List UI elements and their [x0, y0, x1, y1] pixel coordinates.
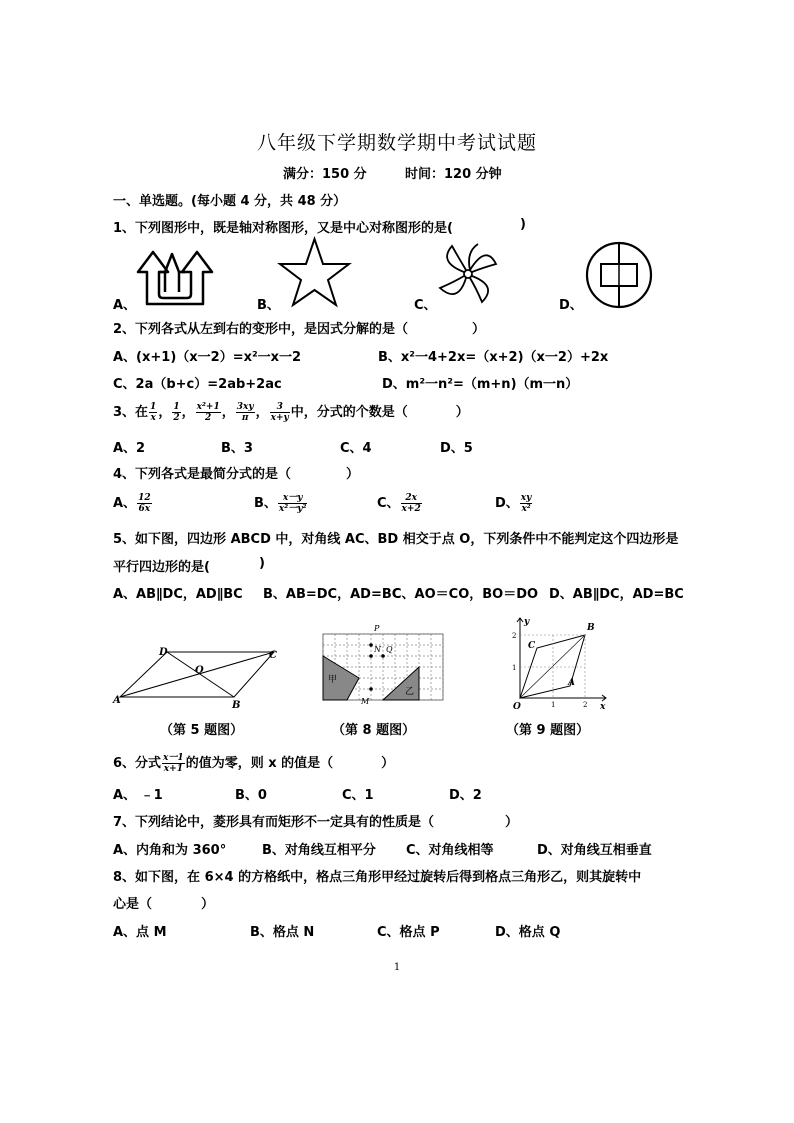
- q7-option-b: B、对角线互相平分: [262, 843, 376, 858]
- fig8-label-m: M: [361, 697, 370, 706]
- q7-bracket: ）: [505, 815, 519, 830]
- q3-suffix: 中，分式的个数是（: [290, 405, 408, 420]
- q6-option-b: B、0: [235, 788, 267, 803]
- q1-figure-b-star: [277, 236, 352, 308]
- section-heading: 一、单选题。(每小题 4 分，共 48 分）: [113, 194, 347, 209]
- q7-option-a: A、内角和为 360°: [113, 843, 227, 858]
- q2-bracket: ）: [472, 322, 486, 337]
- q1-option-b: B、: [257, 298, 280, 313]
- fig9-tick-x2: 2: [583, 701, 588, 709]
- q2-text: 2、下列各式从左到右的变形中，是因式分解的是（: [113, 322, 409, 337]
- q3-frac-5: $\frac{3}{x+y}$: [270, 402, 289, 423]
- fig9-label-c: C: [528, 641, 536, 651]
- q7-text: 7、下列结论中，菱形具有而矩形不一定具有的性质是（: [113, 815, 435, 830]
- q2-option-d: D、m²一n²=（m+n)（m一n）: [382, 377, 579, 392]
- q8-line2: 心是（: [113, 897, 153, 912]
- q3-frac-2: $\frac{1}{2}$: [173, 402, 180, 423]
- score-line: 满分：150 分: [283, 167, 367, 182]
- q6-line: 6、分式 $\frac{\text{x一1}}{x+1}$ 的值为零，则 x 的值是（ ）: [113, 753, 395, 774]
- fig5-label-a: A: [113, 695, 121, 706]
- q3-prefix: 3、在: [113, 405, 149, 420]
- q4-bracket: ）: [346, 467, 360, 482]
- fig5-label-o: O: [195, 665, 204, 676]
- q4-option-b: B、 $\frac{\text{x一y}}{\text{x²一y²}}$: [254, 493, 307, 514]
- q3-frac-3: $\frac{\text{x²+1}}{2}$: [196, 402, 220, 423]
- q8-bracket: ）: [201, 897, 215, 912]
- q8-option-c: C、格点 P: [377, 925, 440, 940]
- q1-figure-c-petals: [432, 240, 504, 308]
- q6-frac: $\frac{\text{x一1}}{x+1}$: [163, 753, 184, 774]
- q8-option-b: B、格点 N: [250, 925, 315, 940]
- q2-option-b: B、x²一4+2x=（x+2)（x一2）+2x: [378, 350, 609, 365]
- q8-option-a: A、点 M: [113, 925, 167, 940]
- page-number: 1: [393, 962, 401, 973]
- q3-line: 3、在 $\frac{1}{x}$ ， $\frac{1}{2}$ ， $\frac{\text{x²+1}}{2}$ ， $\frac{3xy}{\pi}$ ， $\frac{3}{x+y}$ 中，分式的个数是（ ）: [113, 402, 469, 423]
- q3-option-c: C、4: [340, 441, 372, 456]
- q4-option-c: C、 $\frac{2x}{x+2}$: [377, 493, 421, 514]
- time-line: 时间：120 分钟: [405, 167, 502, 182]
- figure-8-grid: [318, 622, 448, 706]
- q3-frac-1: $\frac{1}{x}$: [150, 402, 157, 423]
- figure-9-caption: （第 9 题图）: [506, 723, 590, 738]
- fig9-tick-x1: 1: [551, 701, 556, 709]
- q4-option-a: A、 $\frac{12}{6x}$: [113, 493, 151, 514]
- q7-option-d: D、对角线互相垂直: [537, 843, 652, 858]
- q5-option-a: A、AB∥DC，AD∥BC: [113, 587, 243, 602]
- fig9-label-x: x: [600, 702, 606, 710]
- fig9-label-a: A: [568, 678, 575, 688]
- q1-figure-d-coin: [584, 240, 654, 310]
- q6-option-a: A、 ﹣1: [113, 788, 163, 803]
- fig9-label-o: O: [513, 702, 521, 710]
- q3-option-b: B、3: [221, 441, 253, 456]
- fig9-tick-y1: 1: [512, 664, 517, 672]
- page-title: 八年级下学期数学期中考试试题: [256, 132, 537, 154]
- q1-option-a: A、: [113, 298, 137, 313]
- figure-8-caption: （第 8 题图）: [332, 723, 416, 738]
- fig5-label-c: C: [269, 650, 277, 661]
- fig5-label-b: B: [232, 700, 241, 710]
- q8-option-d: D、格点 Q: [495, 925, 561, 940]
- q5-option-d: D、AB∥DC，AD=BC: [549, 587, 684, 602]
- q3-option-a: A、2: [113, 441, 146, 456]
- q5-option-c: C、AO＝CO，BO＝DO: [392, 587, 539, 602]
- q4-text: 4、下列各式是最简分式的是（: [113, 467, 292, 482]
- fig8-label-yi: 乙: [405, 687, 415, 697]
- fig8-label-jia: 甲: [328, 675, 338, 685]
- q8-line1: 8、如下图，在 6×4 的方格纸中，格点三角形甲经过旋转后得到格点三角形乙，则其旋转中: [113, 870, 642, 885]
- figure-5-caption: （第 5 题图）: [160, 723, 244, 738]
- q2-option-c: C、2a（b+c）=2ab+2ac: [113, 377, 282, 392]
- figure-9-coordinate: [506, 612, 616, 710]
- fig9-label-b: B: [587, 623, 595, 633]
- q5-bracket: ): [259, 556, 265, 571]
- q1-option-c: C、: [414, 298, 437, 313]
- q1-bracket: ): [520, 217, 526, 232]
- q6-option-d: D、2: [449, 788, 482, 803]
- fig5-label-d: D: [159, 647, 168, 658]
- q3-frac-4: $\frac{3xy}{\pi}$: [236, 402, 254, 423]
- q2-option-a: A、(x+1)（x一2）=x²一x一2: [113, 350, 302, 365]
- q5-line2: 平行四边形的是(: [113, 560, 210, 575]
- fig8-label-n: N: [374, 645, 381, 654]
- q1-figure-a-arrows: [135, 244, 215, 308]
- fig8-label-q: Q: [386, 645, 393, 654]
- q3-option-d: D、5: [440, 441, 473, 456]
- q7-option-c: C、对角线相等: [406, 843, 494, 858]
- fig9-tick-y2: 2: [512, 632, 517, 640]
- fig8-label-p: P: [374, 624, 380, 633]
- q1-option-d: D、: [559, 298, 583, 313]
- q4-option-d: D、 $\frac{xy}{\text{x²}}$: [495, 493, 532, 514]
- fig9-label-y: y: [524, 617, 530, 627]
- q1-text: 1、下列图形中，既是轴对称图形，又是中心对称图形的是(: [113, 221, 453, 236]
- q5-line1: 5、如下图，四边形 ABCD 中，对角线 AC、BD 相交于点 O，下列条件中不能判定这个四边形是: [113, 532, 679, 547]
- q5-option-b: B、AB=DC，AD=BC: [263, 587, 402, 602]
- figure-5-parallelogram: [112, 640, 288, 710]
- q6-option-c: C、1: [342, 788, 374, 803]
